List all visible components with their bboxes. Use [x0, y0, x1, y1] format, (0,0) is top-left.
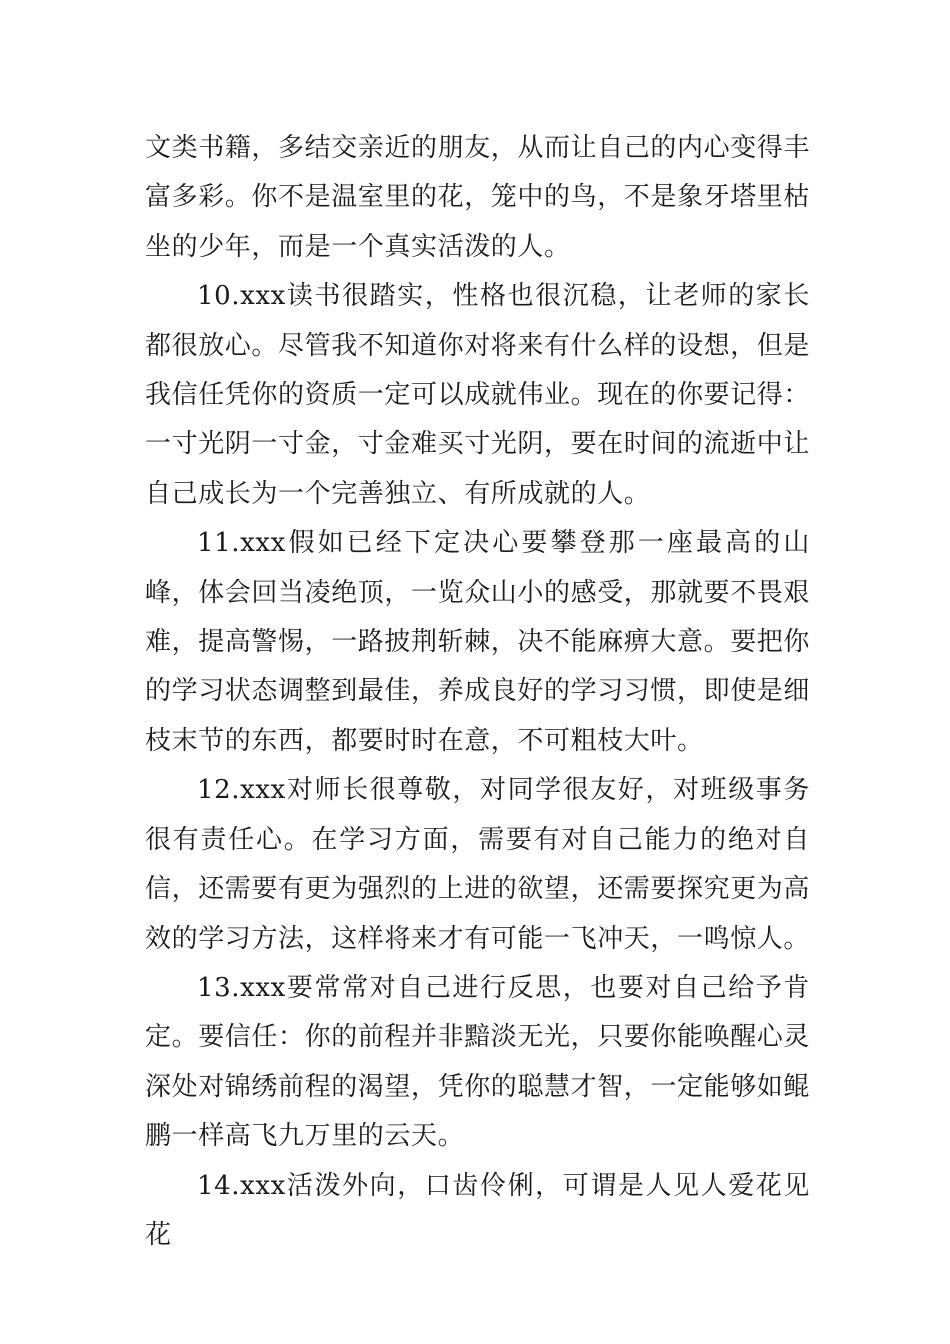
paragraph-item-10: 10.xxx读书很踏实，性格也很沉稳，让老师的家长都很放心。尽管我不知道你对将来有什么样的设想，但是我信任凭你的资质一定可以成就伟业。现在的你要记得：一寸光阴一寸金，寸金难买寸光阴，要在时间的流逝中让自己成长为一个完善独立、有所成就的人。: [145, 281, 811, 509]
paragraph-item-11: 11.xxx假如已经下定决心要攀登那一座最高的山峰，体会回当凌绝顶，一览众山小的感受，那就要不畏艰难，提高警惕，一路披荆斩棘，决不能麻痹大意。要把你的学习状态调整到最佳，养成良好的学习习惯，即使是细枝末节的东西，都要时时在意，不可粗枝大叶。: [145, 528, 811, 756]
paragraph-item-12: 12.xxx对师长很尊敬，对同学很友好，对班级事务很有责任心。在学习方面，需要有对自己能力的绝对自信，还需要有更为强烈的上进的欲望，还需要探究更为高效的学习方法，这样将来才有可能一飞冲天，一鸣惊人。: [145, 775, 811, 954]
paragraph-item-14: 14.xxx活泼外向，口齿伶俐，可谓是人见人爱花见花: [145, 1170, 810, 1250]
paragraph-item-13: 13.xxx要常常对自己进行反思，也要对自己给予肯定。要信任：你的前程并非黯淡无光，只要你能唤醒心灵深处对锦绣前程的渴望，凭你的聪慧才智，一定能够如鲲鹏一样高飞九万里的云天。: [145, 972, 811, 1152]
document-body: [145, 124, 810, 1260]
paragraph-continued: 文类书籍，多结交亲近的朋友，从而让自己的内心变得丰富多彩。你不是温室里的花，笼中的鸟，不是象牙塔里枯坐的少年，而是一个真实活泼的人。: [145, 133, 811, 262]
